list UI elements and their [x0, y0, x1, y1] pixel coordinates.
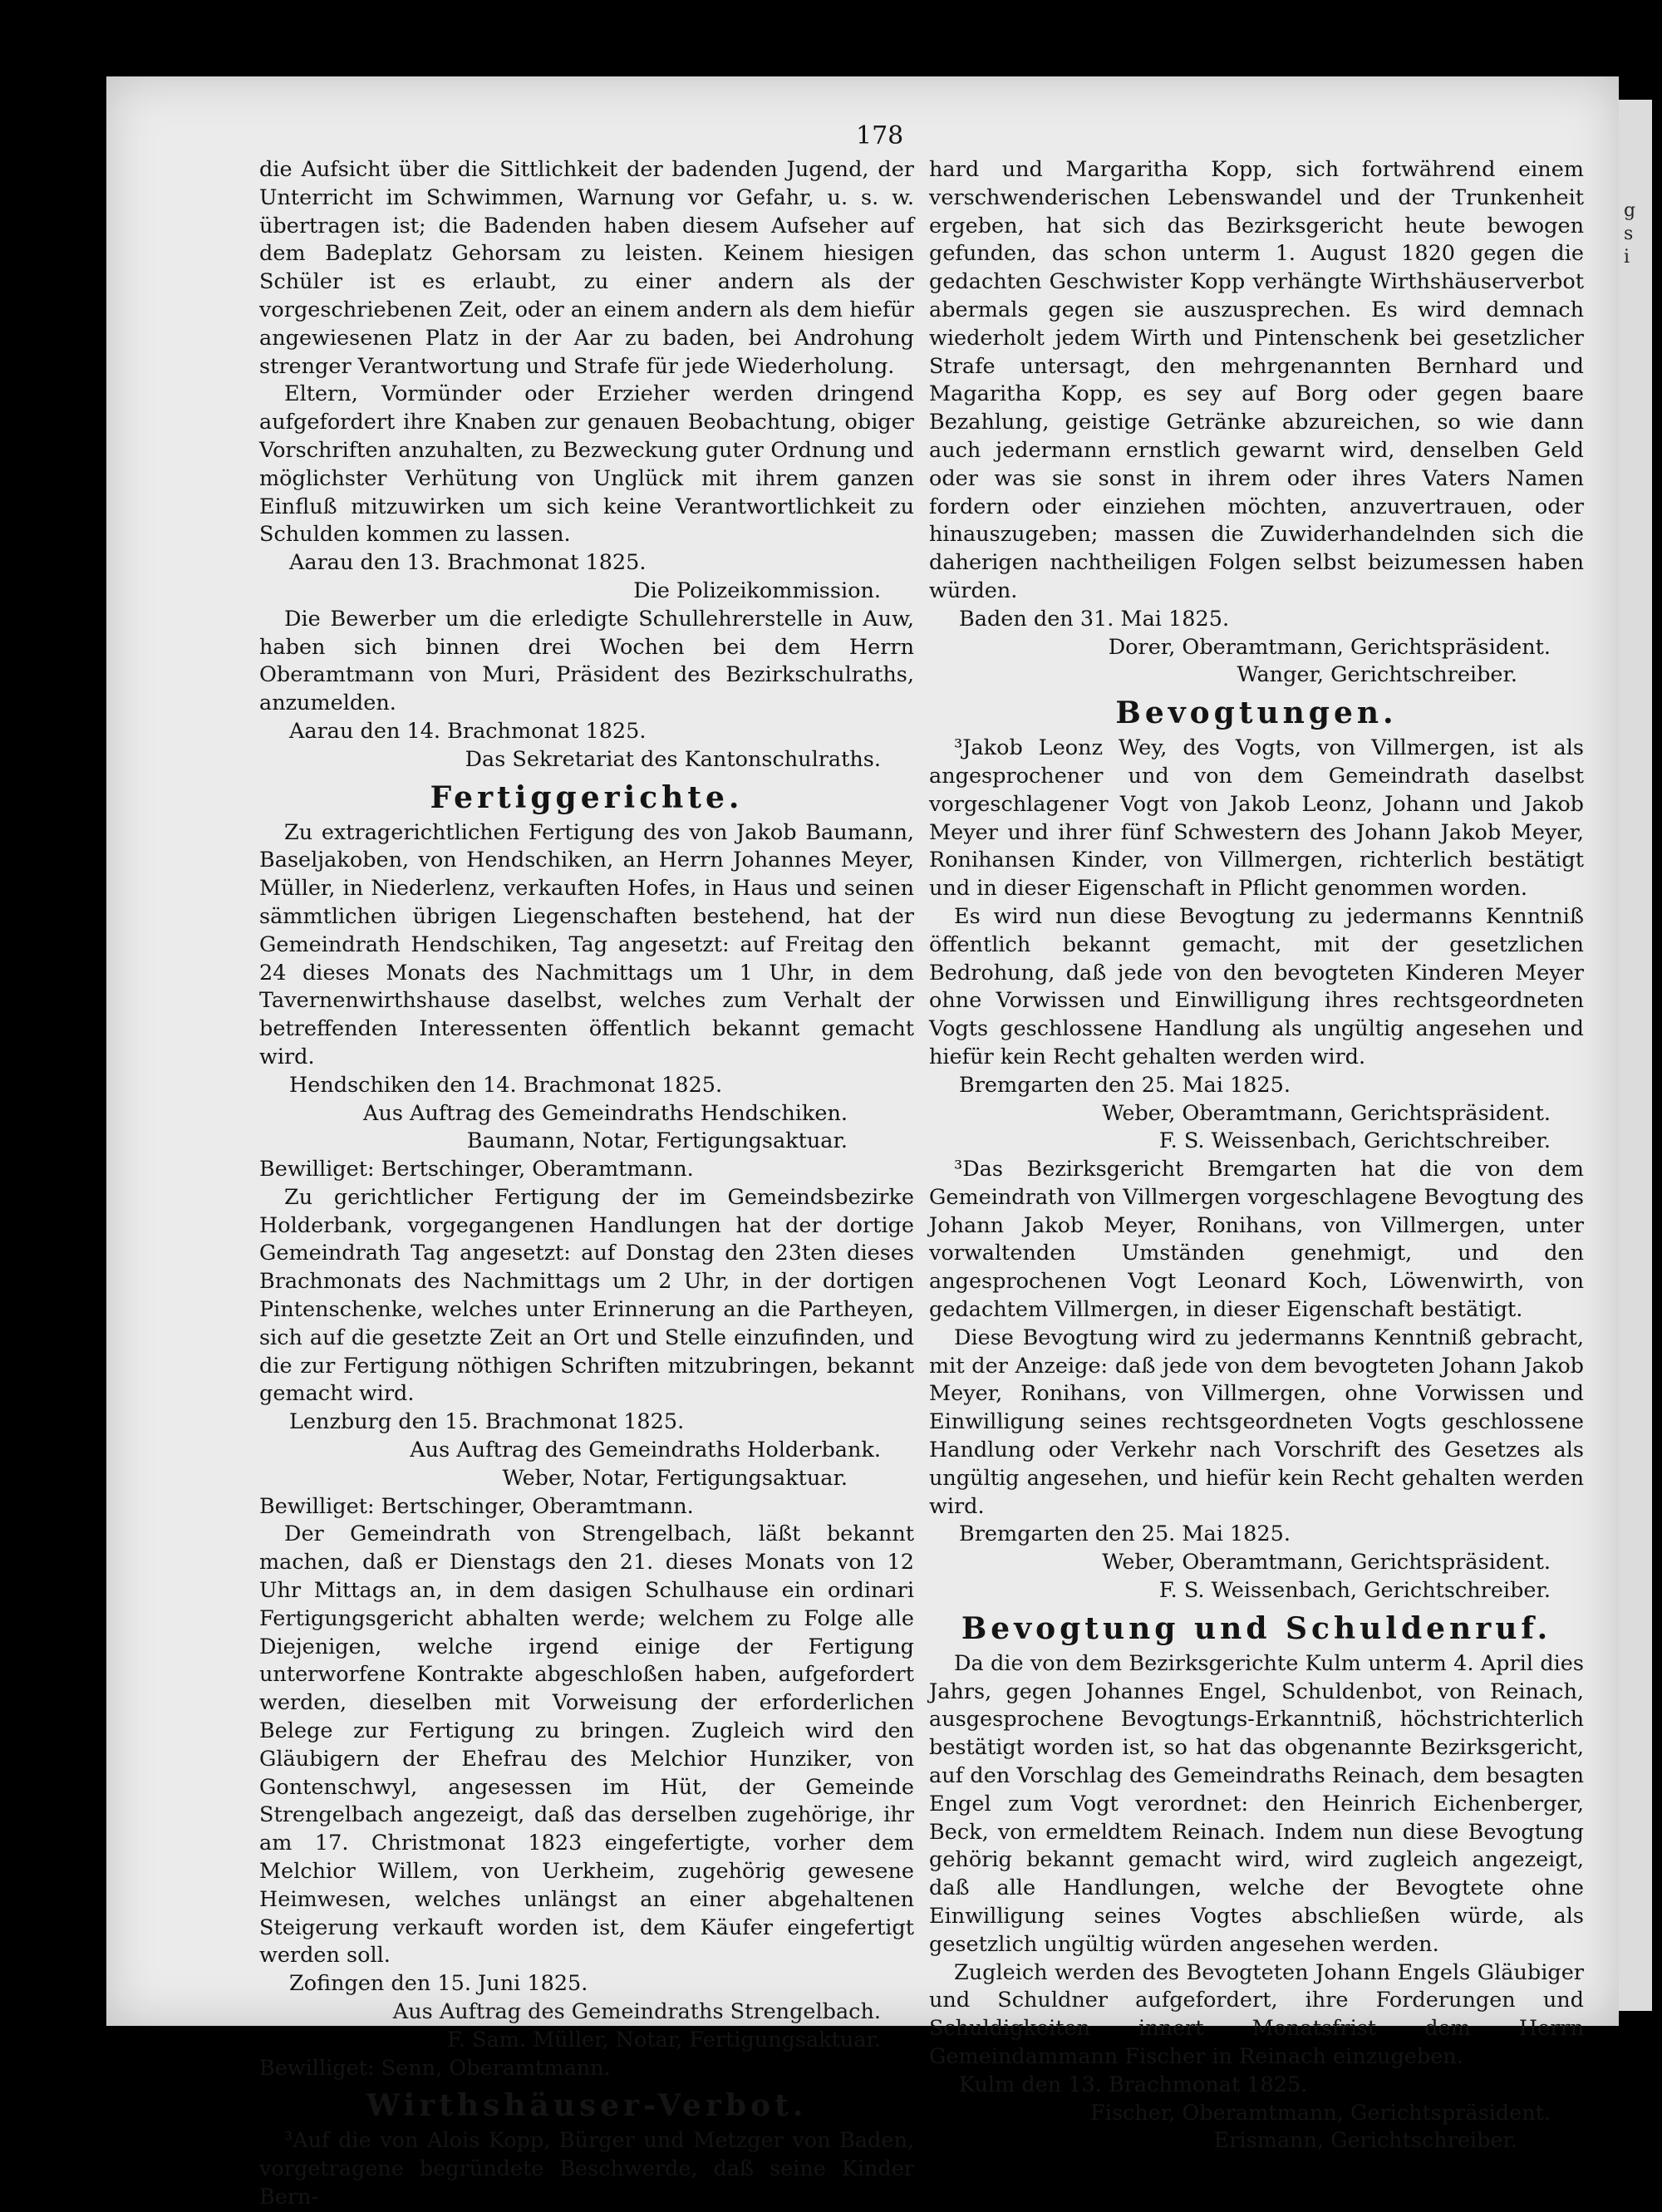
signature-hendschiken-b: Baumann, Notar, Fertigungsaktuar.: [466, 1128, 848, 1154]
approval-3: Bewilliget: Senn, Oberamtmann.: [259, 2055, 611, 2081]
holderbank-notice: Zu gerichtlicher Fertigung der im Gemeindsbezirke Holderbank, vorgegangenen Handlungen hat der dortige Gemeindrath Tag angesetzt: auf Donstag den 23ten dieses Brachmonats des Nachmittags um 2 Uhr, in der dortigen Pintenschenke, welches unter Erinnerung an die Partheyen, sich auf die gesetzte Zeit an Ort und Stelle einzufinden, und die zur Fertigung nöthigen Schriften mitzubringen, bekannt gemacht wird.: [259, 1184, 914, 1407]
strengelbach-notice: Der Gemeindrath von Strengelbach, läßt bekannt machen, daß er Dienstags den 21. dieses Monats von 12 Uhr Mittags an, in dem dasigen Schulhause ein ordinari Fertigungsgericht abhalten werde; welchem zu Folge alle Diejenigen, welche irgend einige der Fertigung unterworfene Kontrakte abgeschloßen haben, aufgefordert werden, dieselben mit Vorweisung der erforderlichen Belege zur Fertigung zu bringen. Zugleich wird den Gläubigern der Ehefrau des Melchior Hunziker, von Gontenschwyl, angesessen im Hüt, der Gemeinde Strengelbach angezeigt, daß das derselben zugehörige, ihr am 17. Christmonat 1823 eingefertigte, vorher dem Melchior Willem, von Uerkheim, zugehörig gewesene Heimwesen, welches unlängst an einer abgehaltenen Steigerung verkauft worden ist, dem Käufer eingefertigt werden soll.: [259, 1521, 914, 1969]
signature-kulm-a: Fischer, Oberamtmann, Gerichtspräsident.: [1090, 2100, 1551, 2126]
left-column: [259, 156, 914, 2212]
kopp-notice-continued: hard und Margaritha Kopp, sich fortwährend einem verschwenderischen Lebenswandel und der Trunkenheit ergeben, hat sich das Bezirksgericht heute bewogen gefunden, das schon unterm 1. August 1820 gegen die gedachten Geschwister Kopp verhängte Wirthshäuserverbot abermals gegen sie auszusprechen. Es wird demnach wiederholt jedem Wirth und Pintenschenk bei gesetzlicher Strafe untersagt, den mehrgenannten Bernhard und Magaritha Kopp, es sey auf Borg oder gegen baare Bezahlung, geistige Getränke abzureichen, so wie dann auch jedermann ernstlich gewarnt wird, denselben Geld oder was sie sonst in ihrem oder ihres Vaters Namen fordern oder einziehen möchten, anzuvertrauen, oder hinauszugeben; massen die Zuwiderhandelnden sich die daherigen nachtheiligen Folgen selbst beizumessen haben würden.: [929, 157, 1584, 603]
heading-wirthshaeuser-verbot: Wirthshäuser-Verbot.: [366, 2088, 808, 2124]
signature-baden-b: Wanger, Gerichtschreiber.: [1237, 662, 1517, 688]
signature-holderbank-a: Aus Auftrag des Gemeindraths Holderbank.: [410, 1438, 881, 1463]
engel-notice: Da die von dem Bezirksgerichte Kulm unterm 4. April dies Jahrs, gegen Johannes Engel, Schuldenbot, von Reinach, ausgesprochene Bevogtungs-Erkanntniß, höchstrichterlich bestätigt worden ist, so hat das obgenannte Bezirksgericht, auf den Vorschlag des Gemeindraths Reinach, dem besagten Engel zum Vogt verordnet: den Heinrich Eichenberger, Beck, von ermeldtem Reinach. Indem nun diese Bevogtung gehörig bekannt gemacht wird, wird zugleich angezeigt, daß alle Handlungen, welche der Bevogtete ohne Einwilligung seines Vogtes abschließen würde, als gesetzlich ungültig würden angesehen werden.: [929, 1650, 1584, 1957]
date-aarau-2: Aarau den 14. Brachmonat 1825.: [289, 718, 647, 744]
signature-kulm-b: Erismann, Gerichtschreiber.: [1213, 2128, 1517, 2154]
wey-notice: ³Jakob Leonz Wey, des Vogts, von Villmergen, ist als angesprochener und von dem Gemeindrath daselbst vorgeschlagener Vogt von Jakob Leonz, Johann und Jakob Meyer und ihrer fünf Schwestern des Johann Jakob Meyer, Ronihansen Kinder, von Villmergen, richterlich bestätigt und in dieser Eigenschaft in Pflicht genommen worden.: [929, 735, 1584, 902]
approval-1: Bewilliget: Bertschinger, Oberamtmann.: [259, 1157, 694, 1182]
ronihans-announcement: Diese Bevogtung wird zu jedermanns Kenntniß gebracht, mit der Anzeige: daß jede von dem bevogteten Johann Jakob Meyer, Ronihans, von Villmergen, ohne Vorwissen und Einwilligung seines rechtsgeordneten Vogts geschlossene Handlung oder Verkehr nach Vorschrift des Gesetzes als ungültig angesehen, und hiefür kein Recht gehalten werden wird.: [929, 1325, 1584, 1519]
approval-2: Bewilliget: Bertschinger, Oberamtmann.: [259, 1493, 694, 1519]
hendschiken-notice: Zu extragerichtlichen Fertigung des von Jakob Baumann, Baseljakoben, von Hendschiken, an Herrn Johannes Meyer, Müller, in Niederlenz, verkauften Hofes, in Haus und seinen sämmtlichen übrigen Liegenschaften bestehend, hat der Gemeindrath Hendschiken, Tag angesetzt: auf Freitag den 24 dieses Monats des Nachmittags um 1 Uhr, in dem Tavernenwirthshause daselbst, welches zum Verhalt der betreffenden Interessenten öffentlich bekannt gemacht wird.: [259, 819, 914, 1069]
teacher-post-notice: Die Bewerber um die erledigte Schullehrerstelle in Auw, haben sich binnen drei Wochen bei dem Herrn Oberamtmann von Muri, Präsident des Bezirkschulraths, anzumelden.: [259, 606, 914, 716]
bath-rules-text: die Aufsicht über die Sittlichkeit der badenden Jugend, der Unterricht im Schwimmen, Warnung vor Gefahr, u. s. w. übertragen ist; die Badenden haben diesem Aufseher auf dem Badeplatz Gehorsam zu leisten. Keinem hiesigen Schüler ist es erlaubt, zu einer andern als der vorgeschriebenen Zeit, oder an einem andern als dem hiefür angewiesenen Platz in der Aar zu baden, bei Androhung strenger Verantwortung und Strafe für jede Wiederholung.: [259, 157, 914, 379]
date-zofingen: Zofingen den 15. Juni 1825.: [289, 1971, 588, 1997]
date-bremgarten-2: Bremgarten den 25. Mai 1825.: [959, 1521, 1291, 1547]
heading-fertiggerichte: Fertiggerichte.: [430, 779, 744, 815]
date-lenzburg: Lenzburg den 15. Brachmonat 1825.: [289, 1409, 685, 1435]
koch-notice: ³Das Bezirksgericht Bremgarten hat die von dem Gemeindrath von Villmergen vorgeschlagene Bevogtung des Johann Jakob Meyer, Ronihans, von Villmergen, unter vorwaltenden Umständen genehmigt, und den angesprochenen Vogt Leonard Koch, Löwenwirth, von gedachtem Villmergen, in dieser Eigenschaft bestätigt.: [929, 1157, 1584, 1323]
signature-strengelbach-a: Aus Auftrag des Gemeindraths Strengelbach.: [392, 1999, 881, 2024]
signature-school-council: Das Sekretariat des Kantonschulraths.: [465, 746, 881, 772]
signature-bremgarten-2a: Weber, Oberamtmann, Gerichtspräsident.: [1102, 1550, 1551, 1575]
right-column: [929, 156, 1584, 2155]
signature-holderbank-b: Weber, Notar, Fertigungsaktuar.: [502, 1465, 848, 1491]
next-page-edge: [1619, 100, 1652, 2011]
signature-bremgarten-1b: F. S. Weissenbach, Gerichtschreiber.: [1158, 1128, 1551, 1154]
signature-police: Die Polizeikommission.: [633, 578, 881, 603]
parents-notice: Eltern, Vormünder oder Erzieher werden dringend aufgefordert ihre Knaben zur genauen Beobachtung, obiger Vorschriften anzuhalten, zu Bezweckung guter Ordnung und möglichster Verhütung von Unglück mit ihrem ganzen Einfluß mitzuwirken um sich keine Verantwortlichkeit zu Schulden kommen zu lassen.: [259, 381, 914, 548]
kopp-notice-start: ³Auf die von Alois Kopp, Bürger und Metzger von Baden, vorgetragene begründete Beschwerde, daß seine Kinder Bern-: [259, 2128, 914, 2210]
date-hendschiken: Hendschiken den 14. Brachmonat 1825.: [289, 1072, 723, 1098]
signature-bremgarten-2b: F. S. Weissenbach, Gerichtschreiber.: [1158, 1578, 1551, 1604]
meyer-announcement: Es wird nun diese Bevogtung zu jedermanns Kenntniß öffentlich bekannt gemacht, mit der gesetzlichen Bedrohung, daß jede von den bevogteten Kinderen Meyer ohne Vorwissen und Einwilligung ihres rechtsgeordneten Vogts geschlossene Handlung als ungültig angesehen und hiefür kein Recht gehalten werden wird.: [929, 903, 1584, 1069]
heading-bevogtungen: Bevogtungen.: [1115, 696, 1398, 731]
signature-hendschiken-a: Aus Auftrag des Gemeindraths Hendschiken.: [363, 1100, 848, 1126]
signature-bremgarten-1a: Weber, Oberamtmann, Gerichtspräsident.: [1102, 1100, 1551, 1126]
signature-baden-a: Dorer, Oberamtmann, Gerichtspräsident.: [1108, 634, 1551, 660]
date-bremgarten-1: Bremgarten den 25. Mai 1825.: [959, 1072, 1291, 1098]
creditors-notice: Zugleich werden des Bevogteten Johann Engels Gläubiger und Schuldner aufgefordert, ihre Forderungen und Schuldigkeiten innert Monatsfrist dem Herrn Gemeindammann Fischer in Reinach einzugeben.: [929, 1959, 1584, 2069]
heading-schuldenruf: Bevogtung und Schuldenruf.: [961, 1610, 1552, 1646]
date-aarau-1: Aarau den 13. Brachmonat 1825.: [289, 550, 647, 576]
edge-text: g s i: [1624, 200, 1636, 268]
signature-strengelbach-b: F. Sam. Müller, Notar, Fertigungsaktuar.: [447, 2027, 881, 2052]
page-number: 178: [856, 121, 904, 150]
date-kulm: Kulm den 13. Brachmonat 1825.: [959, 2072, 1308, 2097]
date-baden: Baden den 31. Mai 1825.: [959, 606, 1230, 632]
